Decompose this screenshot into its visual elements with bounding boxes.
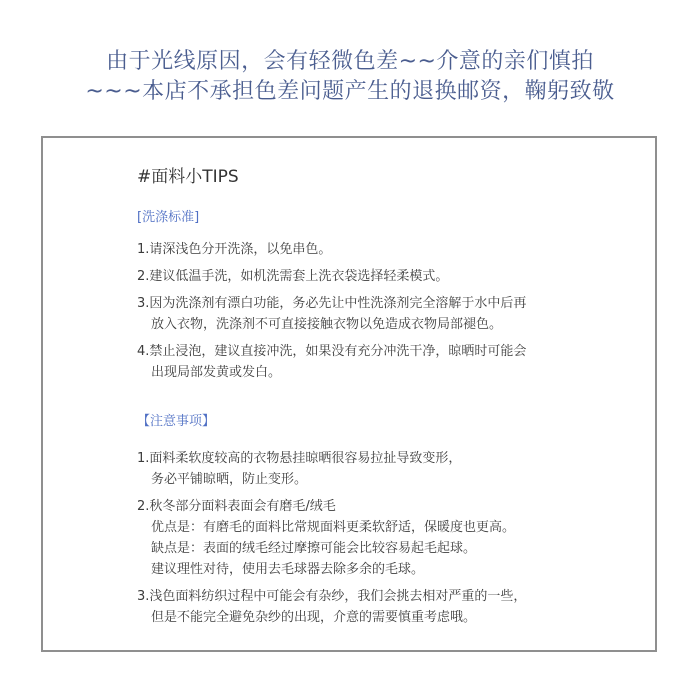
list-item [137, 586, 635, 628]
list-item [137, 293, 635, 335]
list-item-line: 3.因为洗涤剂有漂白功能，务必先让中性洗涤剂完全溶解于水中后再 [137, 296, 527, 311]
card-title: #面料小TIPS [137, 167, 239, 187]
fabric-tips-card [41, 136, 657, 652]
disclaimer-banner [0, 47, 700, 107]
list-item-line: 3.浅色面料纺织过程中可能会有杂纱，我们会挑去相对严重的一些， [137, 589, 527, 604]
list-item-line: 2.建议低温手洗，如机洗需套上洗衣袋选择轻柔模式。 [137, 269, 449, 284]
precautions-list [137, 448, 635, 634]
list-item [137, 496, 635, 580]
list-item [137, 341, 635, 383]
precautions-heading: 【注意事项】 [137, 414, 216, 429]
list-item-line: 建议理性对待，使用去毛球器去除多余的毛球。 [151, 562, 425, 577]
washing-standard-heading: [洗涤标准] [137, 210, 200, 225]
list-item-line: 1.请深浅色分开洗涤，以免串色。 [137, 242, 332, 257]
list-item-line: 优点是：有磨毛的面料比常规面料更柔软舒适，保暖度也更高。 [151, 520, 516, 535]
disclaimer-line-2: ~~~本店不承担色差问题产生的退换邮资，鞠躬致敬 [85, 79, 615, 104]
list-item-line: 放入衣物，洗涤剂不可直接接触衣物以免造成衣物局部褪色。 [151, 317, 503, 332]
list-item [137, 239, 635, 260]
list-item-line: 1.面料柔软度较高的衣物悬挂晾晒很容易拉扯导致变形， [137, 451, 462, 466]
list-item-line: 务必平铺晾晒，防止变形。 [151, 472, 308, 487]
list-item-line: 但是不能完全避免杂纱的出现，介意的需要慎重考虑哦。 [151, 610, 477, 625]
washing-standard-list [137, 239, 635, 389]
disclaimer-line-1: 由于光线原因，会有轻微色差~~介意的亲们慎拍 [106, 49, 594, 74]
list-item-line: 出现局部发黄或发白。 [151, 365, 282, 380]
list-item-line: 2.秋冬部分面料表面会有磨毛/绒毛 [137, 499, 336, 514]
list-item [137, 448, 635, 490]
list-item-line: 缺点是：表面的绒毛经过摩擦可能会比较容易起毛起球。 [151, 541, 477, 556]
list-item-line: 4.禁止浸泡，建议直接冲洗，如果没有充分冲洗干净，晾晒时可能会 [137, 344, 527, 359]
list-item [137, 266, 635, 287]
